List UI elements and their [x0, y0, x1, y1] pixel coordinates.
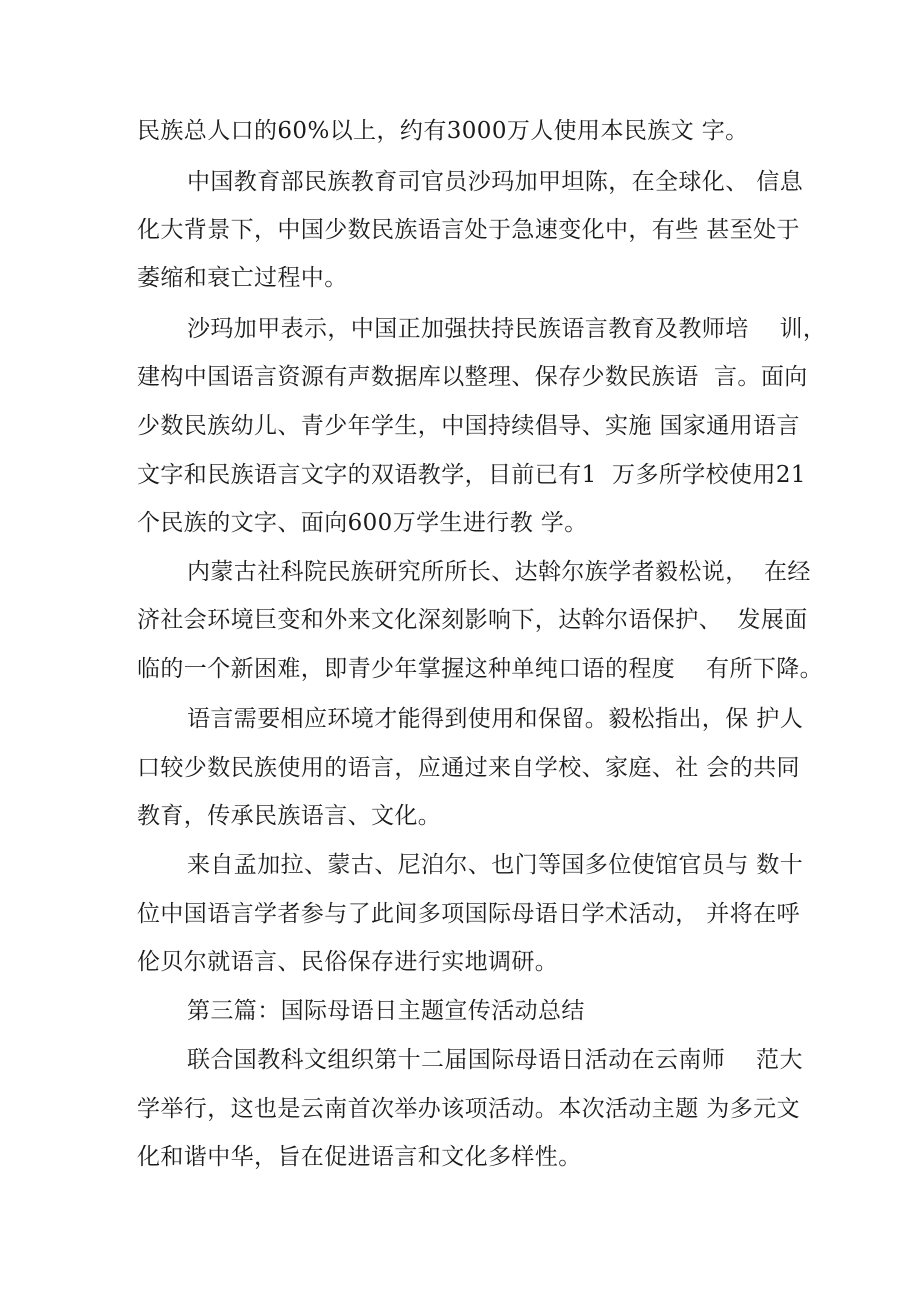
text-line: 建构中国语言资源有声数据库以整理、保存少数民族语 言。面向	[137, 364, 808, 390]
text-line: 联合国教科文组织第十二届国际母语日活动在云南师 范大	[187, 1047, 803, 1073]
text-line: 位中国语言学者参与了此间多项国际母语日学术活动， 并将在呼	[137, 901, 800, 927]
text-line: 民族总人口的60%以上，约有3000万人使用本民族文 字。	[137, 118, 749, 144]
text-line: 语言需要相应环境才能得到使用和保留。毅松指出，保 护人	[187, 706, 804, 732]
text-line: 沙玛加甲表示，中国正加强扶持民族语言教育及教师培 训，	[187, 316, 827, 342]
text-line: 少数民族幼儿、青少年学生，中国持续倡导、实施 国家通用语言	[137, 413, 800, 439]
text-line: 口较少数民族使用的语言，应通过来自学校、家庭、社 会的共同	[137, 755, 800, 781]
text-line: 临的一个新困难，即青少年掌握这种单纯口语的程度 有所下降。	[137, 656, 824, 682]
text-line: 伦贝尔就语言、民俗保存进行实地调研。	[137, 949, 559, 975]
text-line: 来自孟加拉、蒙古、尼泊尔、也门等国多位使馆官员与 数十	[187, 852, 804, 878]
text-line: 内蒙古社科院民族研究所所长、达斡尔族学者毅松说， 在经	[187, 559, 811, 585]
text-line: 中国教育部民族教育司官员沙玛加甲坦陈，在全球化、 信息	[187, 169, 804, 195]
text-line: 化大背景下，中国少数民族语言处于急速变化中，有些 甚至处于	[137, 217, 800, 243]
text-line: 化和谐中华，旨在促进语言和文化多样性。	[137, 1144, 582, 1170]
text-line: 学举行，这也是云南首次举办该项活动。本次活动主题 为多元文	[137, 1096, 800, 1122]
text-line: 个民族的文字、面向600万学生进行教 学。	[137, 510, 588, 536]
section-heading: 第三篇：国际母语日主题宣传活动总结	[187, 998, 585, 1024]
text-line: 文字和民族语言文字的双语教学，目前已有1 万多所学校使用21	[137, 462, 806, 488]
text-line: 济社会环境巨变和外来文化深刻影响下，达斡尔语保护、 发展面	[137, 607, 808, 633]
text-line: 萎缩和衰亡过程中。	[137, 265, 348, 291]
text-line: 教育，传承民族语言、文化。	[137, 803, 442, 829]
